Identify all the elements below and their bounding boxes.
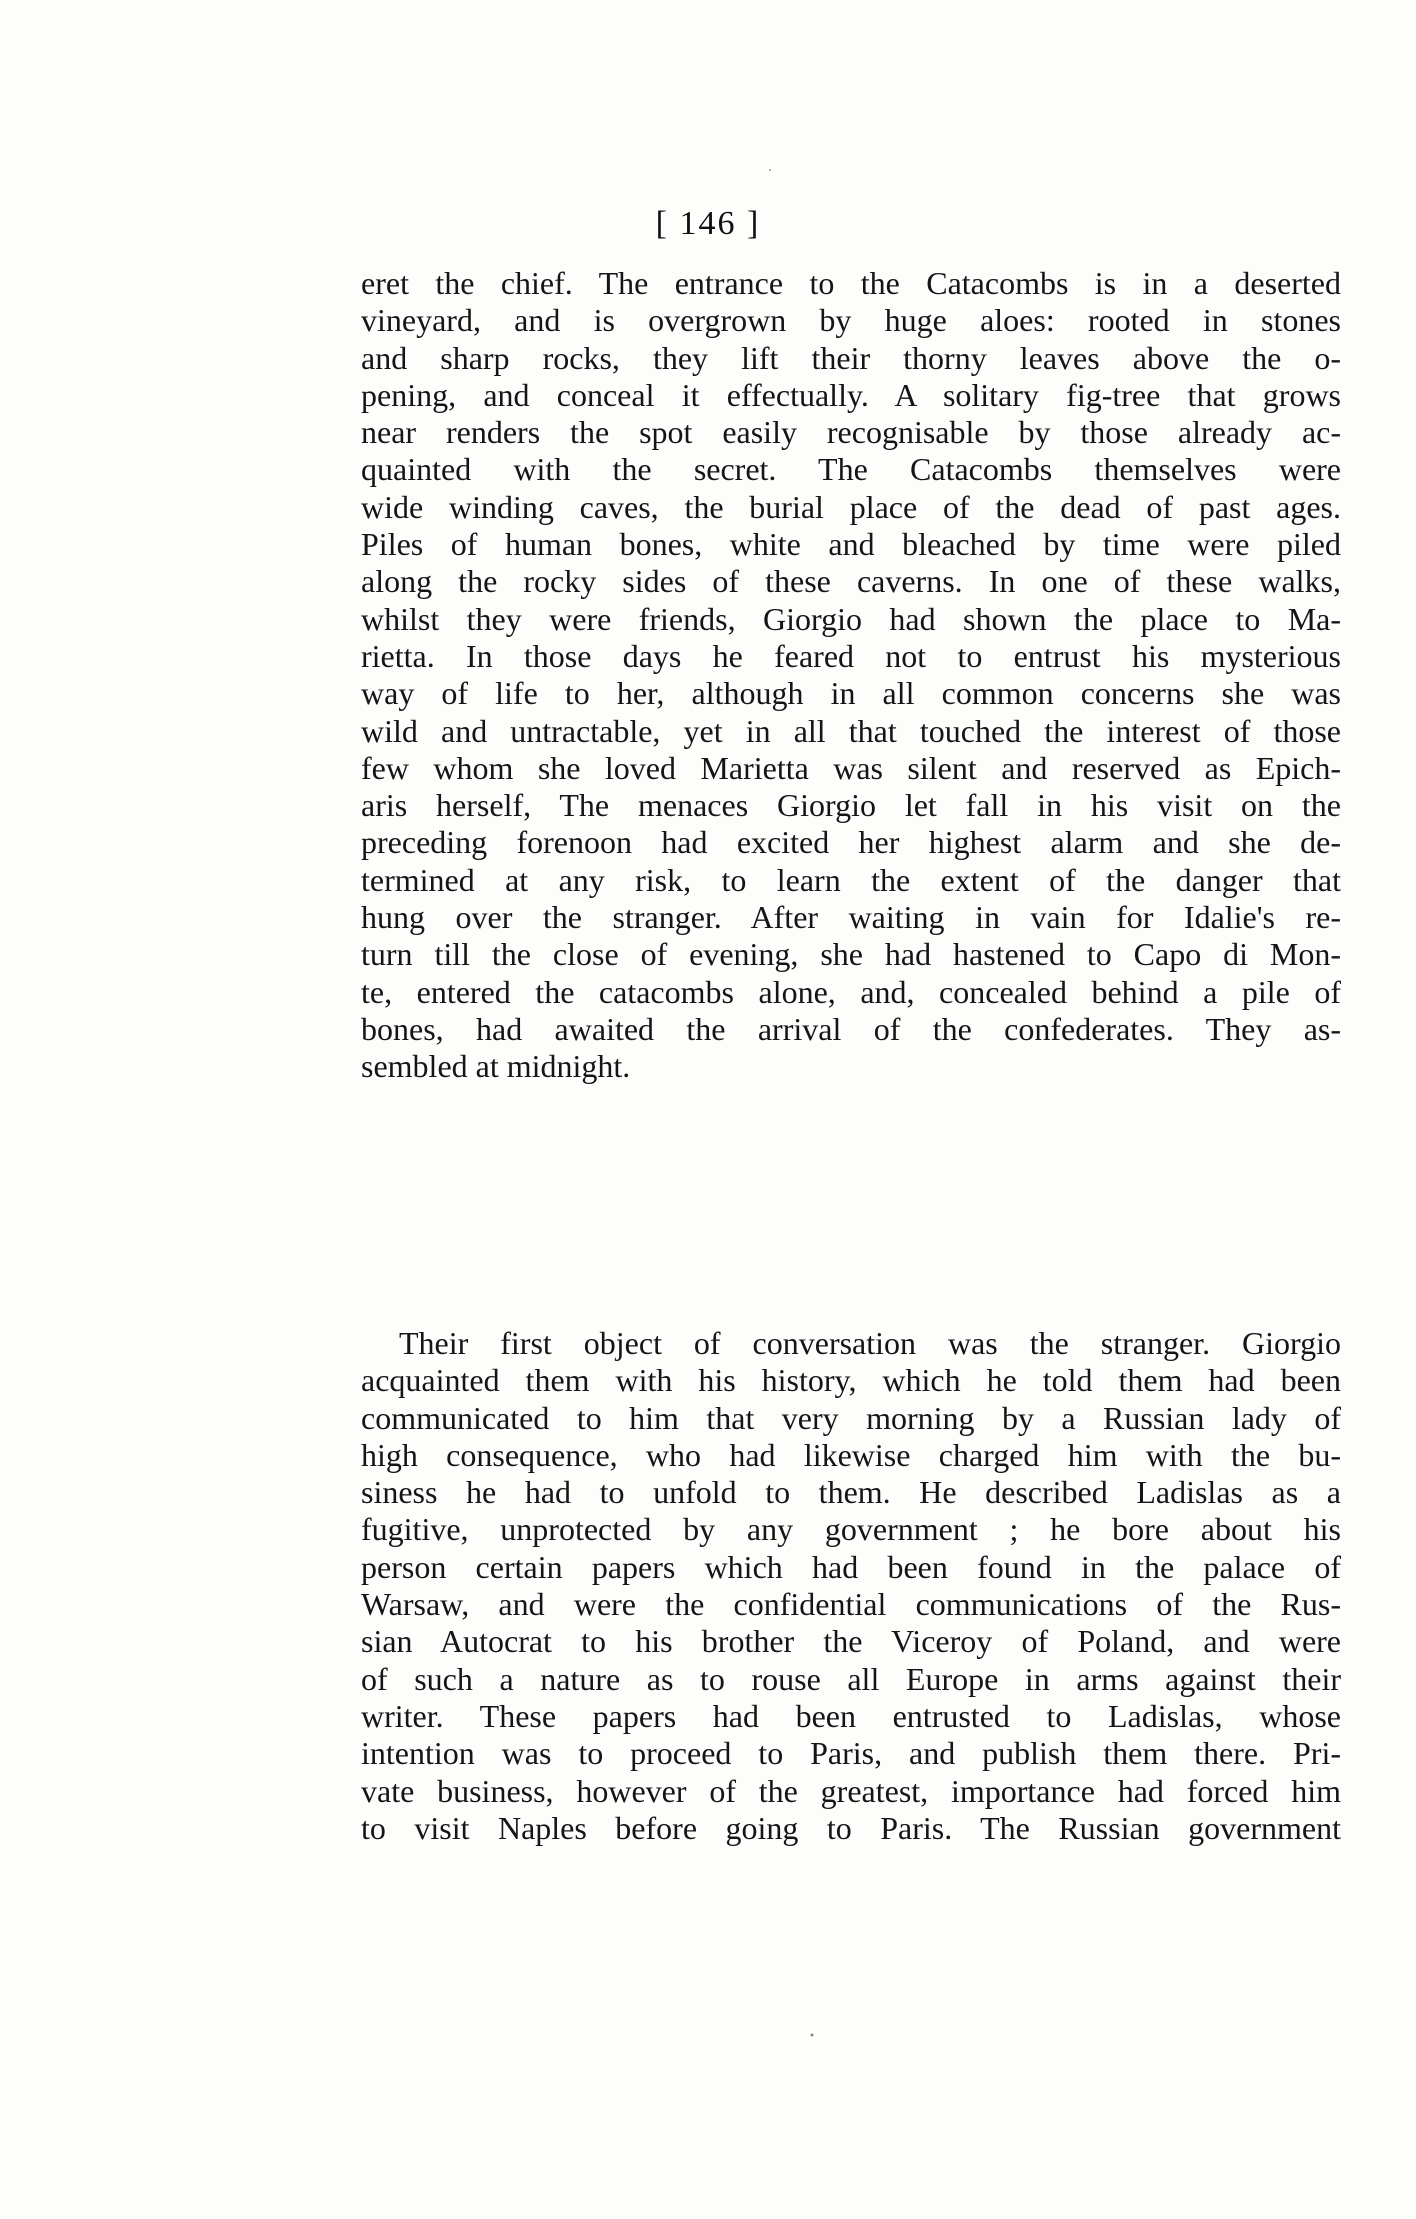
text-line: preceding forenoon had excited her highest alarm and she de-: [361, 824, 1341, 861]
text-line: writer. These papers had been entrusted to Ladislas, whose: [361, 1697, 1341, 1734]
text-line: person certain papers which had been found in the palace of: [361, 1548, 1341, 1585]
text-line: sembled at midnight.: [361, 1048, 631, 1085]
text-line: hung over the stranger. After waiting in vain for Idalie's re-: [361, 899, 1341, 936]
text-line: eret the chief. The entrance to the Catacombs is in a deserted: [361, 265, 1341, 301]
text-line: few whom she loved Marietta was silent and reserved as Epich-: [361, 749, 1341, 786]
text-line: rietta. In those days he feared not to entrust his mysterious: [361, 637, 1341, 674]
text-line: acquainted them with his history, which he told them had been: [361, 1362, 1341, 1399]
text-line: near renders the spot easily recognisable by those already ac-: [361, 414, 1341, 451]
text-line: siness he had to unfold to them. He described Ladislas as a: [361, 1474, 1341, 1511]
text-line: bones, had awaited the arrival of the confederates. They as-: [361, 1010, 1341, 1047]
text-line: fugitive, unprotected by any government ; he bore about his: [361, 1511, 1341, 1548]
text-line: communicated to him that very morning by a Russian lady of: [361, 1399, 1341, 1436]
text-line: way of life to her, although in all common concerns she was: [361, 675, 1341, 712]
text-line: and sharp rocks, they lift their thorny leaves above the o-: [361, 339, 1341, 376]
text-line: quainted with the secret. The Catacombs themselves were: [361, 451, 1341, 488]
text-line: turn till the close of evening, she had hastened to Capo di Mon-: [361, 936, 1341, 973]
text-line: pening, and conceal it effectually. A solitary fig-tree that grows: [361, 376, 1341, 413]
text-line: Piles of human bones, white and bleached by time were piled: [361, 526, 1341, 563]
text-line: high consequence, who had likewise charged him with the bu-: [361, 1436, 1341, 1473]
page-number: [ 146 ]: [655, 205, 761, 242]
paragraph-2: [361, 1325, 1341, 1847]
text-line: of such a nature as to rouse all Europe in arms against their: [361, 1660, 1341, 1697]
text-line: whilst they were friends, Giorgio had shown the place to Ma-: [361, 600, 1341, 637]
text-line: intention was to proceed to Paris, and publish them there. Pri-: [361, 1735, 1341, 1772]
text-line: along the rocky sides of these caverns. In one of these walks,: [361, 563, 1341, 600]
text-line: Warsaw, and were the confidential communications of the Rus-: [361, 1586, 1341, 1623]
text-line: aris herself, The menaces Giorgio let fall in his visit on the: [361, 787, 1341, 824]
text-line: sian Autocrat to his brother the Viceroy of Poland, and were: [361, 1623, 1341, 1660]
text-line: termined at any risk, to learn the extent of the danger that: [361, 861, 1341, 898]
text-line: Their first object of conversation was the stranger. Giorgio: [399, 1325, 1341, 1361]
text-line: vineyard, and is overgrown by huge aloes: rooted in stones: [361, 302, 1341, 339]
text-line: te, entered the catacombs alone, and, concealed behind a pile of: [361, 973, 1341, 1010]
text-line: wild and untractable, yet in all that touched the interest of those: [361, 712, 1341, 749]
text-line: wide winding caves, the burial place of the dead of past ages.: [361, 488, 1341, 525]
text-line: vate business, however of the greatest, importance had forced him: [361, 1772, 1341, 1809]
text-line: to visit Naples before going to Paris. The Russian government: [361, 1809, 1341, 1846]
paragraph-1: [361, 265, 1341, 1086]
